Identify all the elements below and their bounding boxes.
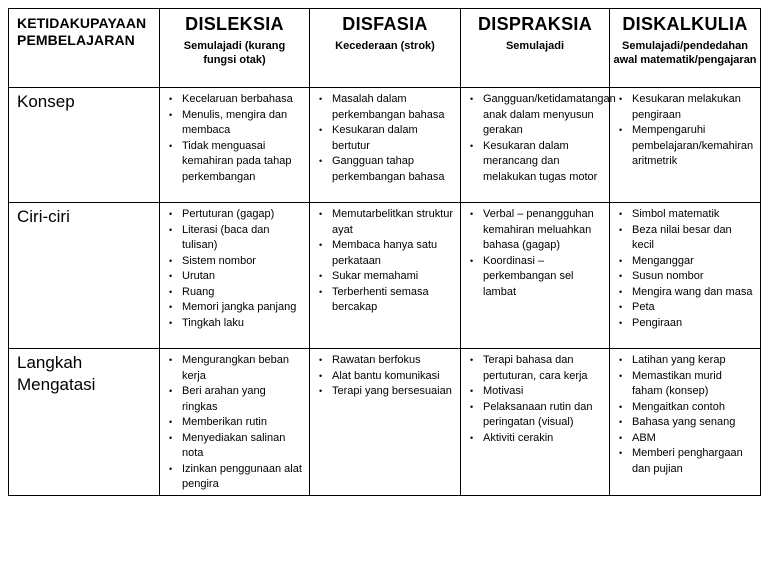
list-item: • Mengira wang dan masa bbox=[616, 285, 754, 301]
learning-disabilities-table bbox=[8, 8, 761, 496]
list-item: • Terberhenti semasa bercakap bbox=[316, 285, 454, 316]
bullet-list bbox=[310, 88, 460, 187]
list-item: • Koordinasi – perkembangan sel lambat bbox=[467, 254, 603, 301]
bullet-list bbox=[610, 203, 760, 333]
column-subtitle: Kecederaan (strok) bbox=[335, 40, 435, 52]
column-title: DISKALKULIA bbox=[622, 14, 748, 34]
bullet-list bbox=[610, 88, 760, 172]
list-item: • Alat bantu komunikasi bbox=[316, 369, 454, 385]
list-item: • Terapi yang bersesuaian bbox=[316, 384, 454, 400]
row-header-cell bbox=[9, 203, 160, 349]
list-item: • Motivasi bbox=[467, 384, 603, 400]
column-subtitle: Semulajadi/pendedahan awal matematik/pengajaran bbox=[613, 40, 757, 66]
list-item: • Mempengaruhi pembelajaran/kemahiran aritmetrik bbox=[616, 123, 754, 170]
table-cell bbox=[461, 349, 610, 496]
list-item: • Tidak menguasai kemahiran pada tahap perkembangan bbox=[166, 139, 303, 186]
list-item: • Rawatan berfokus bbox=[316, 353, 454, 369]
table-cell bbox=[461, 88, 616, 203]
list-item: • Pertuturan (gagap) bbox=[166, 207, 303, 223]
bullet-list bbox=[160, 88, 309, 187]
list-item: • Simbol matematik bbox=[616, 207, 754, 223]
list-item: • Bahasa yang senang bbox=[616, 415, 754, 431]
list-item: • Kesukaran melakukan pengiraan bbox=[616, 92, 754, 123]
list-item: • Verbal – penangguhan kemahiran meluahkan bahasa (gagap) bbox=[467, 207, 603, 254]
list-item: • Menganggar bbox=[616, 254, 754, 270]
row-label: Ciri-ciri bbox=[17, 207, 70, 226]
row-label: Konsep bbox=[17, 92, 75, 111]
list-item: • Kecelaruan berbahasa bbox=[166, 92, 303, 108]
column-header-dispraksia bbox=[461, 9, 610, 88]
table-cell bbox=[310, 349, 461, 496]
list-item: • Beri arahan yang ringkas bbox=[166, 384, 303, 415]
bullet-list bbox=[461, 88, 616, 187]
table-row bbox=[9, 349, 761, 496]
table-cell bbox=[160, 203, 310, 349]
list-item: • Membaca hanya satu perkataan bbox=[316, 238, 454, 269]
table-cell bbox=[461, 203, 610, 349]
column-header-disleksia bbox=[160, 9, 310, 88]
table-row bbox=[9, 203, 761, 349]
list-item: • Susun nombor bbox=[616, 269, 754, 285]
list-item: • Sistem nombor bbox=[166, 254, 303, 270]
row-header-cell bbox=[9, 349, 160, 496]
list-item: • Gangguan tahap perkembangan bahasa bbox=[316, 154, 454, 185]
list-item: • Masalah dalam perkembangan bahasa bbox=[316, 92, 454, 123]
bullet-list bbox=[461, 203, 609, 302]
list-item: • Pengiraan bbox=[616, 316, 754, 332]
list-item: • Memastikan murid faham (konsep) bbox=[616, 369, 754, 400]
list-item: • Kesukaran dalam bertutur bbox=[316, 123, 454, 154]
list-item: • Izinkan penggunaan alat pengira bbox=[166, 462, 303, 493]
bullet-list bbox=[310, 349, 460, 402]
column-title: DISFASIA bbox=[342, 14, 428, 34]
list-item: • Terapi bahasa dan pertuturan, cara kerja bbox=[467, 353, 603, 384]
table-cell bbox=[160, 349, 310, 496]
corner-cell bbox=[9, 9, 160, 88]
list-item: • Sukar memahami bbox=[316, 269, 454, 285]
list-item: • Memori jangka panjang bbox=[166, 300, 303, 316]
list-item: • Aktiviti cerakin bbox=[467, 431, 603, 447]
bullet-list bbox=[160, 203, 309, 333]
list-item: • Latihan yang kerap bbox=[616, 353, 754, 369]
table-cell bbox=[160, 88, 310, 203]
table-cell bbox=[610, 349, 761, 496]
corner-title: KETIDAKUPAYAAN PEMBELAJARAN bbox=[17, 15, 147, 48]
list-item: • Menyediakan salinan nota bbox=[166, 431, 303, 462]
list-item: • Ruang bbox=[166, 285, 303, 301]
table-row bbox=[9, 88, 761, 203]
table-cell bbox=[310, 88, 461, 203]
list-item: • Tingkah laku bbox=[166, 316, 303, 332]
list-item: • Urutan bbox=[166, 269, 303, 285]
column-title: DISLEKSIA bbox=[185, 14, 284, 34]
list-item: • Gangguan/ketidamatangan anak dalam menyusun gerakan bbox=[467, 92, 603, 139]
list-item: • Mengaitkan contoh bbox=[616, 400, 754, 416]
list-item: • Menulis, mengira dan membaca bbox=[166, 108, 303, 139]
bullet-list bbox=[610, 349, 760, 479]
list-item: • Pelaksanaan rutin dan peringatan (visual) bbox=[467, 400, 603, 431]
table-cell bbox=[310, 203, 461, 349]
bullet-list bbox=[310, 203, 460, 318]
table-cell bbox=[610, 88, 761, 203]
list-item: • Literasi (baca dan tulisan) bbox=[166, 223, 303, 254]
list-item: • Memberikan rutin bbox=[166, 415, 303, 431]
row-header-cell bbox=[9, 88, 160, 203]
list-item: • Mengurangkan beban kerja bbox=[166, 353, 303, 384]
row-label: Langkah Mengatasi bbox=[17, 353, 96, 394]
bullet-list bbox=[461, 349, 609, 448]
table-cell bbox=[610, 203, 761, 349]
header-row bbox=[9, 9, 761, 88]
list-item: • Beza nilai besar dan kecil bbox=[616, 223, 754, 254]
column-title: DISPRAKSIA bbox=[477, 14, 592, 34]
list-item: • Memberi penghargaan dan pujian bbox=[616, 446, 754, 477]
list-item: • Peta bbox=[616, 300, 754, 316]
column-subtitle: Semulajadi bbox=[505, 40, 565, 52]
column-header-disfasia bbox=[310, 9, 461, 88]
bullet-list bbox=[160, 349, 309, 495]
list-item: • ABM bbox=[616, 431, 754, 447]
column-subtitle: Semulajadi (kurang fungsi otak) bbox=[183, 40, 286, 66]
column-header-diskalkulia bbox=[610, 9, 761, 88]
list-item: • Memutarbelitkan struktur ayat bbox=[316, 207, 454, 238]
list-item: • Kesukaran dalam merancang dan melakukan tugas motor bbox=[467, 139, 603, 186]
